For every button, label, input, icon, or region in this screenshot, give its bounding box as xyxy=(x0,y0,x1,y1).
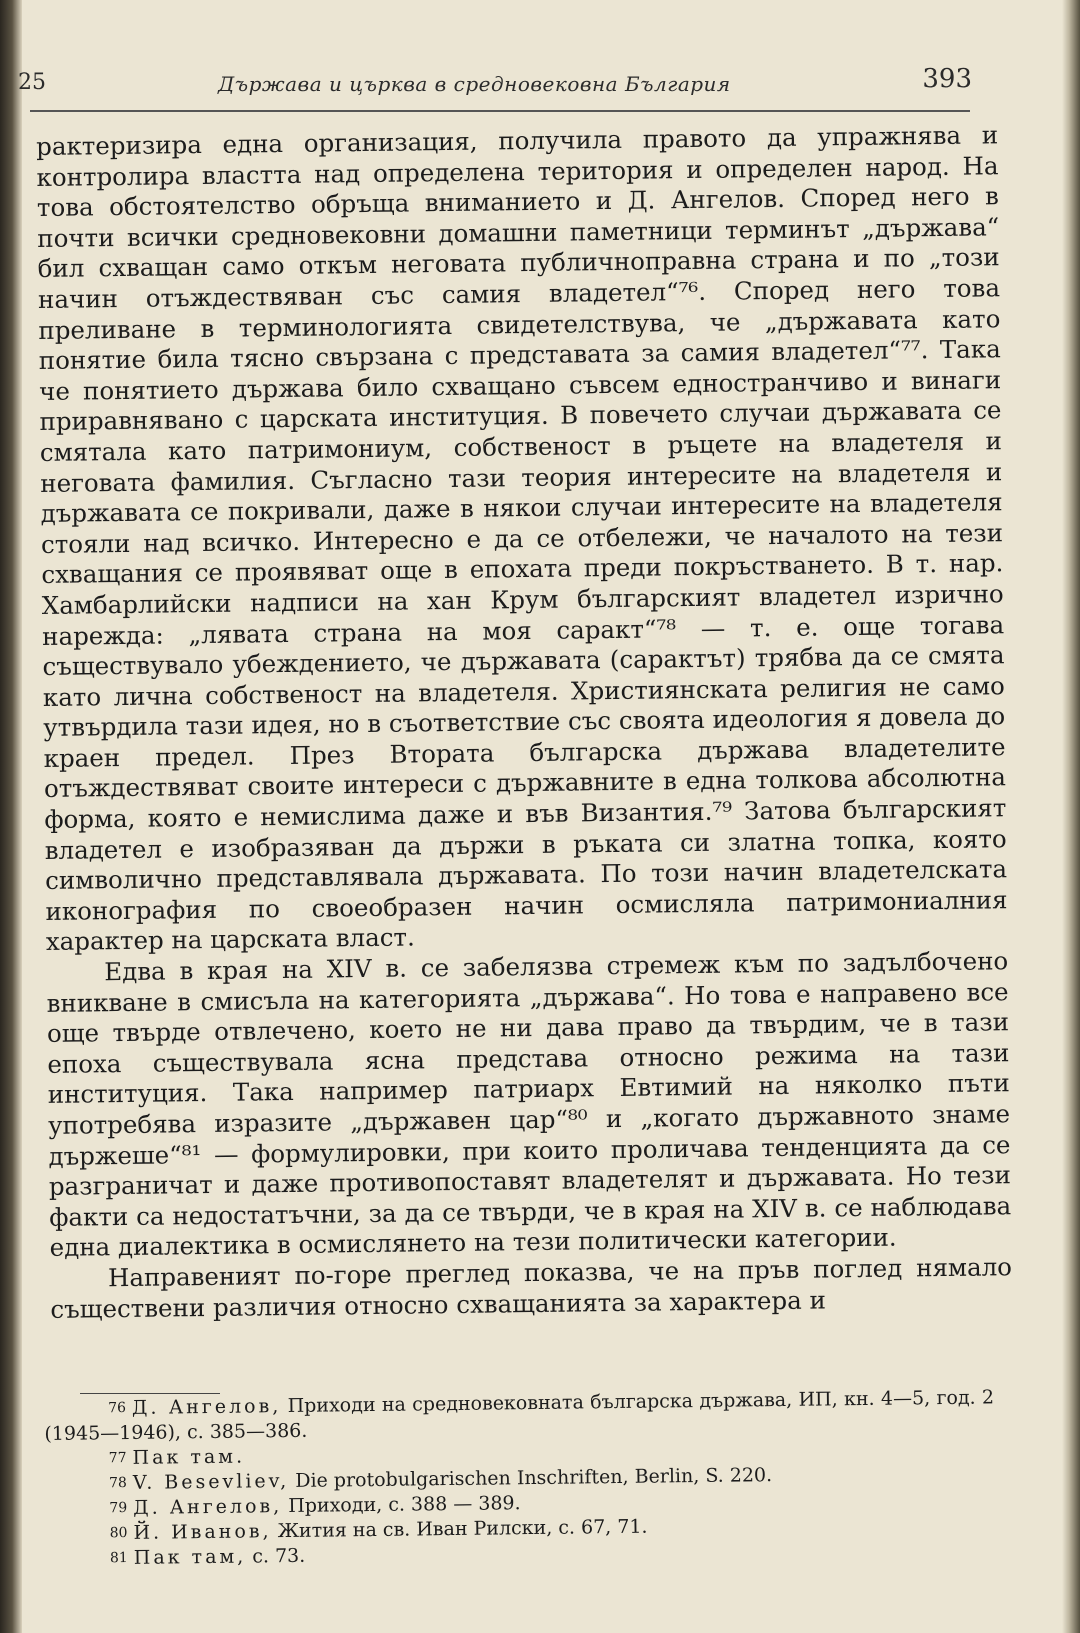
footnote-text: Приходи, с. 388 — 389. xyxy=(288,1492,521,1518)
footnotes xyxy=(44,1385,996,1572)
footnote-number: 76 xyxy=(108,1400,127,1417)
footnote-author: Пак там, xyxy=(133,1545,247,1569)
footnote-author: Д. Ангелов, xyxy=(131,1395,282,1419)
paragraph-2: Едва в края на XIV в. се забелязва стремеж към по задълбочено вникване в смисъла на категорията „държава“. Но това е направено все още твърде отвлечено, което не ни дава право да твърдим, че в тази епоха съществувала ясна представа относно режима на тази институция. Така например патриарх Евтимий на няколко пъти употребява изразите „държавен цар“⁸⁰ и „когато държавното знаме държеше“⁸¹ — формулировки, при които проличава тенденцията да се разграничат и даже противопоставят владетелят и държавата. Но тези факти са недостатъчни, за да се твърди, че в края на XIV в. се наблюдава една диалектика в осмислянето на тези политически категории. xyxy=(46,946,1012,1263)
footnote-text: Жития на св. Иван Рилски, с. 67, 71. xyxy=(277,1515,648,1543)
footnote-number: 79 xyxy=(109,1499,128,1517)
footnote-number: 81 xyxy=(109,1549,128,1567)
footnote-text: Приходи на средновековната българска държава, ИП, кн. 4—5, год. 2 (1945—1946), с. 385—386. xyxy=(44,1386,995,1445)
footnote-number: 78 xyxy=(108,1474,127,1492)
body-text xyxy=(36,120,1013,1325)
paragraph-3: Направеният по-горе преглед показва, че на пръв поглед нямало съществени различия относно схващанията за характера и xyxy=(50,1252,1013,1324)
running-head xyxy=(18,64,978,108)
footnote-author: V. Besevliev, xyxy=(132,1470,290,1494)
footnote-author: Й. Иванов, xyxy=(133,1520,272,1544)
header-rule xyxy=(30,110,970,112)
footnote-text: Die protobulgarischen Inschriften, Berlin, S. 220. xyxy=(295,1464,773,1492)
paragraph-1: рактеризира една организация, получила правото да упражнява и контролира властта над определена територия и определен народ. На това обстоятелство обръща вниманието и Д. Ангелов. Според него в почти всички средновековни домашни паметници терминът „държава“ бил схващан само откъм неговата публичноправна страна и по „този начин отъждествяван със самия владетел“⁷⁶. Според него това преливане в терминологията свидетелствува, че „държавата като понятие била тясно свързана с представата за самия владетел“⁷⁷. Така че понятието държава било схващано съвсем едностранчиво и винаги приравнявано с царската институция. В повечето случаи държавата се смятала като патримониум, собственост в ръцете на владетеля и неговата фамилия. Съгласно тази теория интересите на владетеля и държавата се покривали, даже в някои случаи интересите на владетеля стояли над всичко. Интересно е да се отбележи, че началото на тези схващания се проявяват още в епохата преди покръстването. В т. нар. Хамбарлийски надписи на хан Крум българският владетел изрично нарежда: „лявата страна на моя саракт“⁷⁸ — т. е. още тогава съществувало убеждението, че държавата (сарактът) трябва да се смята като лична собственост на владетеля. Християнската религия не само утвърдила тази идея, но в съответствие със своята идеология я довела до краен предел. През Втората българска държава владетелите отъждествяват своите интереси с държавните в една толкова абсолютна форма, която е немислима даже и във Византия.⁷⁹ Затова българският владетел е изобразяван да държи в ръката си златна топка, която символично представлявала държавата. По този начин владетелската иконография по своеобразен начин осмисляла патримониалния характер на царската власт. xyxy=(36,120,1008,957)
page-right-edge xyxy=(1062,0,1080,1633)
running-head-marker: 25 xyxy=(18,70,46,95)
footnote-number: 77 xyxy=(108,1449,127,1467)
footnote-author: Пак там. xyxy=(132,1445,246,1469)
footnote-text: с. 73. xyxy=(252,1544,306,1568)
footnote-author: Д. Ангелов, xyxy=(133,1495,283,1519)
page-left-edge xyxy=(0,0,22,1633)
footnote-rule xyxy=(80,1393,220,1394)
footnote-number: 80 xyxy=(109,1524,128,1542)
running-head-title: Държава и църква в средновековна България xyxy=(218,72,731,96)
page-number: 393 xyxy=(922,64,972,94)
